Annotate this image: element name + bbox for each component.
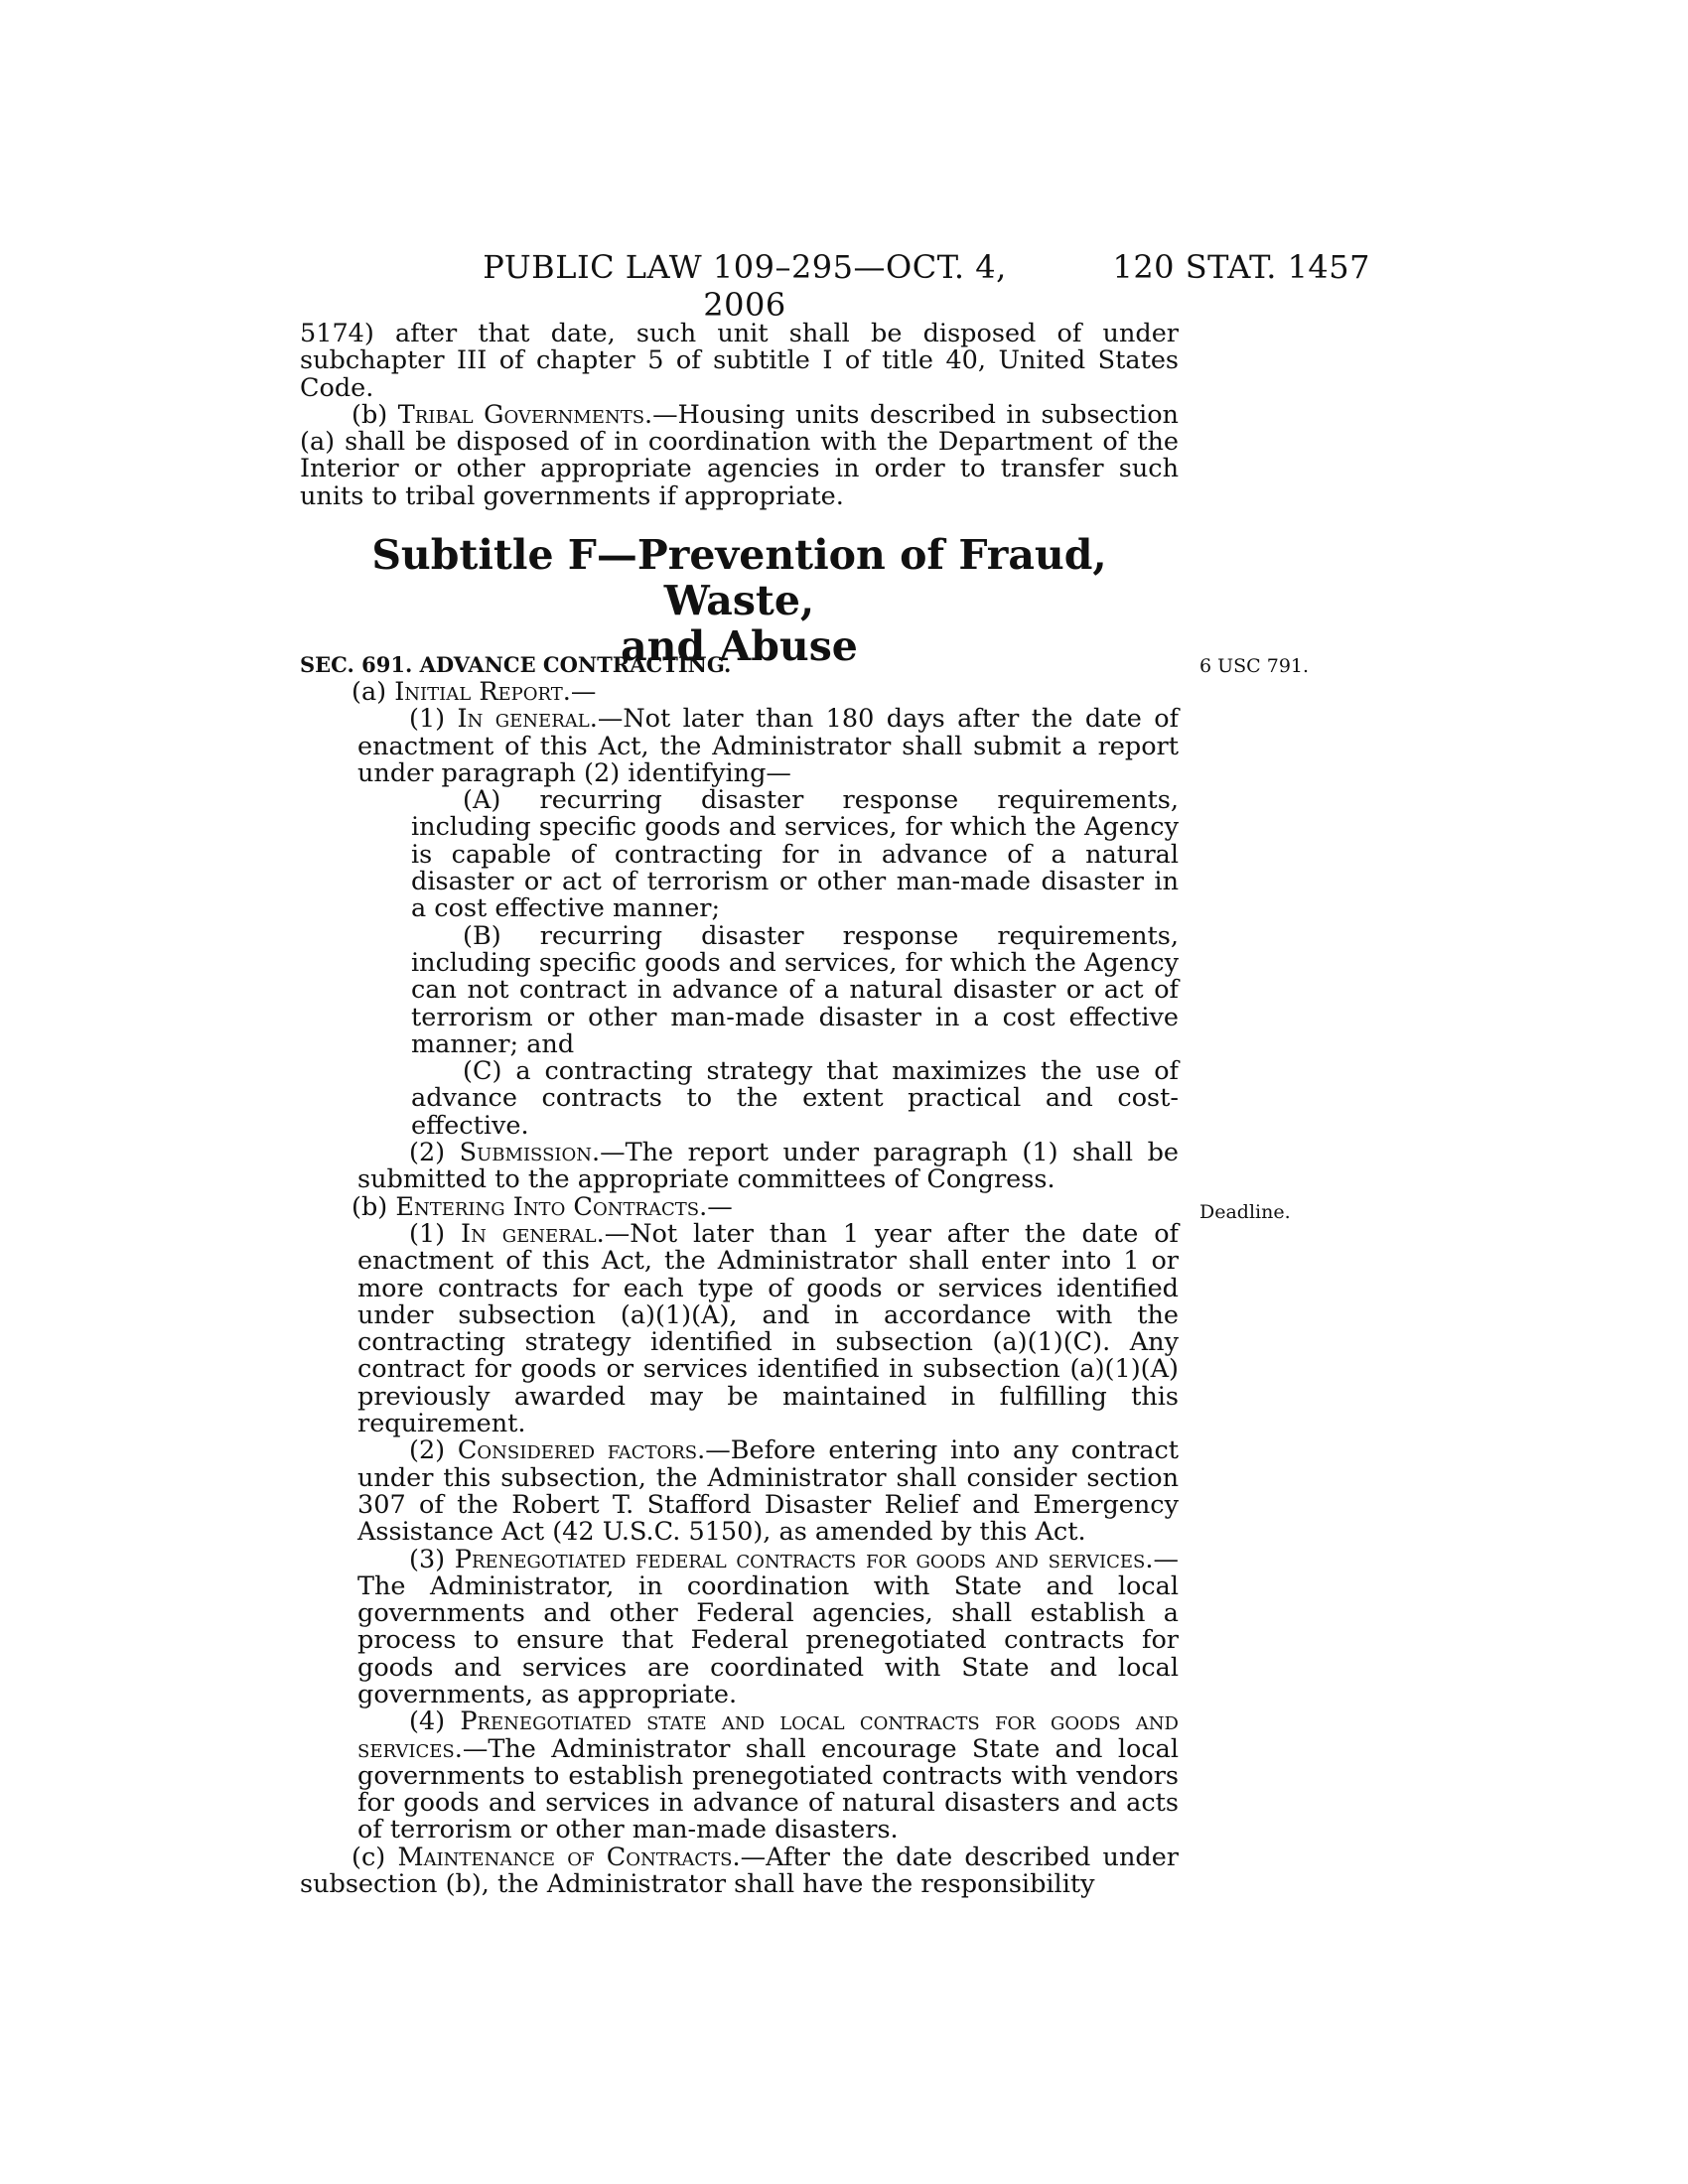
paragraph-a2 xyxy=(300,1140,1179,1194)
heading: Prenegotiated federal contracts for goods and services. xyxy=(454,1544,1154,1574)
body: —Not later than 180 days after the date of enactment of this Act, the Administrator shall submit a report under paragraph (2) identifying— xyxy=(357,704,1180,788)
section-heading: SEC. 691. ADVANCE CONTRACTING. xyxy=(300,652,732,677)
subparagraph-a: (A) recurring disaster response requirements, including specific goods and services, for which the Agency is capable of contracting for in advance of a natural disaster or act of terrorism or other man-made disaster in a cost effective manner; xyxy=(411,785,1179,924)
subsection-c xyxy=(300,1844,1179,1899)
heading: In general. xyxy=(461,1218,605,1249)
label: (2) xyxy=(409,1435,458,1466)
heading: Entering Into Contracts. xyxy=(395,1191,708,1222)
subparagraph-b: (B) recurring disaster response requirements, including specific goods and services, for which the Agency can not contract in advance of a natural disaster or act of terrorism or other man-made disaster in a cost effective manner; and xyxy=(411,920,1179,1059)
dash: — xyxy=(570,677,597,707)
heading: Prenegotiated state and local contracts for goods and services. xyxy=(357,1706,1179,1764)
margin-note-deadline: Deadline. xyxy=(1199,1201,1291,1223)
running-header-title: PUBLIC LAW 109–295—OCT. 4, 2006 xyxy=(483,248,1007,324)
paragraph-continuation: 5174) after that date, such unit shall be disposed of under subchapter III of chapter 5 of subtitle I of title 40, United States Code. xyxy=(300,319,1179,403)
body: —The report under paragraph (1) shall be submitted to the appropriate committees of Congress. xyxy=(357,1138,1179,1195)
dash: — xyxy=(707,1191,733,1222)
body: —The Administrator, in coordination with State and local governments and other Federal agencies, shall establish a process to ensure that Federal prenegotiated contracts for goods and services are coordinated with State and local governments, as appropriate. xyxy=(357,1544,1179,1709)
paragraph-a1 xyxy=(300,706,1179,787)
subtitle-heading xyxy=(300,532,1179,669)
body: —The Administrator shall encourage State and local governments to establish prenegotiated contracts with vendors for goods and services in advance of natural disasters and acts of terrorism or other man-made disasters. xyxy=(357,1733,1179,1845)
paragraph-b3 xyxy=(300,1544,1179,1709)
heading: Submission. xyxy=(459,1138,601,1168)
body: —Not later than 1 year after the date of enactment of this Act, the Administrator shall enter into 1 or more contracts for each type of goods or services identified under subsection (a)(1)(A), and in accordance with the contracting strategy identified in subsection (a)(1)(C). Any contract for goods or services identified in subsection (a)(1)(A) previously awarded may be maintained in fulfilling this requirement. xyxy=(357,1218,1179,1439)
text-block-continuation xyxy=(300,321,1179,510)
label: (a) xyxy=(352,677,395,707)
heading: Considered factors. xyxy=(457,1435,706,1466)
label: (1) xyxy=(409,1218,461,1249)
body: —Before entering into any contract under this subsection, the Administrator shall consider section 307 of the Robert T. Stafford Disaster Relief and Emergency Assistance Act (42 U.S.C. 5150), as amended by this Act. xyxy=(357,1435,1179,1548)
label: (b) xyxy=(352,1191,396,1222)
margin-note-usc: 6 USC 791. xyxy=(1199,655,1310,677)
subsection-b xyxy=(300,1191,1179,1222)
body: —After the date described under subsection (b), the Administrator shall have the responsibility xyxy=(300,1842,1180,1900)
section-691-body xyxy=(300,679,1179,1898)
body: —Housing units described in subsection (a) shall be disposed of in coordination with the Department of the Interior or other appropriate agencies in order to transfer such units to tribal governments if appropriate. xyxy=(300,399,1179,511)
label: (4) xyxy=(409,1706,461,1737)
heading: Initial Report. xyxy=(394,677,571,707)
paragraph-b2 xyxy=(300,1437,1179,1546)
heading: In general. xyxy=(457,704,598,735)
paragraph-b-tribal-governments xyxy=(300,399,1179,511)
subtitle-line-2: and Abuse xyxy=(621,622,858,670)
subtitle-line-1: Subtitle F—Prevention of Fraud, Waste, xyxy=(371,531,1107,624)
heading: Maintenance of Contracts. xyxy=(397,1842,741,1872)
label: (2) xyxy=(409,1138,460,1168)
label: (b) xyxy=(352,399,398,430)
paragraph-b1 xyxy=(300,1218,1179,1439)
subsection-a xyxy=(300,679,1179,706)
heading: Tribal Governments. xyxy=(397,399,653,430)
label: (3) xyxy=(409,1544,455,1574)
subparagraph-c: (C) a contracting strategy that maximizes the use of advance contracts to the extent practical and cost-effective. xyxy=(411,1056,1179,1141)
label: (1) xyxy=(409,704,458,735)
page-number: 120 STAT. 1457 xyxy=(1112,248,1370,286)
label: (c) xyxy=(352,1842,398,1872)
paragraph-b4 xyxy=(300,1708,1179,1843)
